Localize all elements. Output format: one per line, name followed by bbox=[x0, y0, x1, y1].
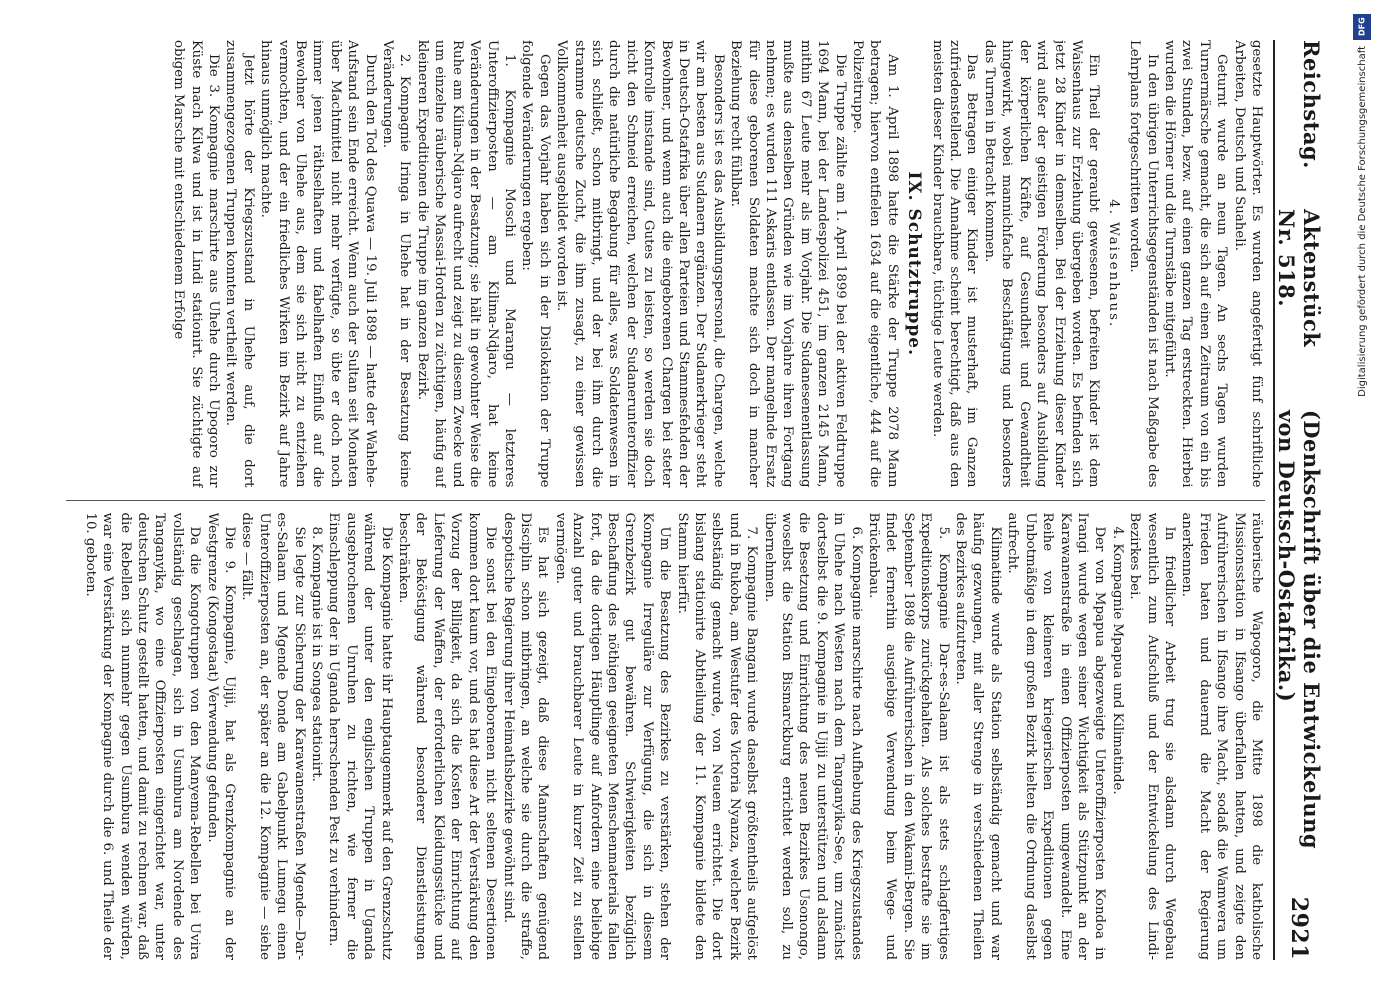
digitization-credit: Digitalisierung gefördert durch die Deutsche Forschungsgemeinschaft bbox=[1356, 46, 1368, 397]
paragraph: 6. Kompagnie marschirte nach Aufhebung des Kriegszustandes in Uhehe nach Westen nach dem Tanganyika-See, um zunächst dortselbst die 9. Kompagnie in Ujiji zu unterstützen und alsdann die Besetzung und Einrichtung des neuen Bezirkes Usonongo, woselbst die Station Bismarckburg errichtet werden soll, zu übernehmen. bbox=[761, 512, 864, 960]
paragraph: In den übrigen Unterrichtsgegenständen ist nach Maßgabe des Lehrplans fortgeschritten worden. bbox=[1127, 40, 1160, 488]
digitization-note bbox=[1352, 14, 1372, 984]
paragraph: Die 3. Kompagnie marschirte aus Uhehe durch Upogoro zur Küste nach Kilwa und ist in Lindi stationirt. Sie züchtigte auf obigem Marsche mit entschiedenem Erfolge bbox=[171, 40, 222, 488]
document-reference: Aktenstück Nr. 518. bbox=[1274, 208, 1324, 348]
paragraph: Kilimatinde wurde als Station selbständig gemacht und war häufig gezwungen, mit aller Strenge in verschiedenen Theilen des Bezirkes aufzutreten. bbox=[953, 512, 1003, 960]
paragraph: Die 9. Kompagnie, Ujiji, hat als Grenzkompagnie an der Westgrenze (Kongostaat) Verwendung gefunden. bbox=[204, 512, 238, 960]
left-column bbox=[66, 40, 1265, 488]
right-column bbox=[66, 513, 1265, 961]
paragraph: Am 1. April 1898 hatte die Stärke der Truppe 2078 Mann betragen; hiervon entfielen 1634 auf die eigentliche, 444 auf die Polizeitruppe. bbox=[850, 40, 900, 488]
paragraph: 1. Kompagnie Moschi und Marangu — letzteres Unteroffizierposten — am Kilima-Ndjaro, hat keine Veränderungen in der Besatzung; sie hält in gewohnter Weise die Ruhe am Kilima-Ndjaro aufrecht und zeigt zu diesem Zwecke und um einzelne räuberische Massai-Horden zu züchtigen, häufig auf kleineren Expeditionen die Truppe im ganzen Bezirk. bbox=[414, 40, 517, 488]
paragraph: Sie legte zur Sicherung der Karawanenstraßen Mgende—Dar-es-Salaam und Mgende Donde am Gabelpunkt Lumegu einen Unteroffizierposten an, der später an die 12. Kompagnie — siehe diese — fällt. bbox=[239, 512, 307, 960]
paragraph: Um die Besatzung des Bezirkes zu verstärken, stehen der Kompagnie Irreguläre zur Verfügung, die sich in diesem Grenzbezirk gut bewähren. Schwierigkeiten bezüglich Beschaffung des nöthigen geeigneten Menschenmaterials fallen fort, da die dortigen Häuptlinge auf Anfordern eine beliebige Anzahl guter und brauchbarer Leute in kurzer Zeit zu stellen vermögen. bbox=[552, 512, 673, 960]
paragraph: Ein Theil der geraubt gewesenen, befreiten Kinder ist dem Waisenhaus zur Erziehung übergeben worden. Es befinden sich jetzt 28 Kinder in demselben. Bei der Erziehung dieser Kinder wird außer der geistigen Förderung besonders auf Ausbildung der körperlichen Kräfte, auf Gesundheit und Gewandtheit hingewirkt, wobei mannichfache Beschäftigung und besonders das Turnen in Betracht kommen. bbox=[981, 40, 1102, 488]
paragraph: Die sonst bei den Eingeborenen nicht seltenen Desertionen kommen dort kaum vor, und es hat diese Art der Verstärkung den Vorzug der Billigkeit, da sich die Kosten der Einrichtung auf Lieferung der Waffen, der erforderlichen Kleidungsstücke und der Beköstigung während besonderer Dienstleistungen beschränken. bbox=[396, 512, 499, 960]
document-title: (Denkschrift über die Entwickelung von Deutsch-Ostafrika.) bbox=[1274, 409, 1324, 850]
paragraph: Gegen das Vorjahr haben sich in der Dislokation der Truppe folgende Veränderungen ergeben: bbox=[519, 40, 552, 488]
page-header bbox=[1274, 40, 1324, 960]
paragraph: 8. Kompagnie ist in Songea stationirt. bbox=[309, 526, 325, 782]
paragraph: Es hat sich gezeigt, daß diese Mannschaften genügend Disciplin schon mitbringen, an welche sie durch die straffe, despotische Regierung ihrer Heimathsbezirke gewöhnt sind. bbox=[500, 512, 551, 960]
paragraph: Der von Mpapua abgezweigte Unteroffizierposten Kondoa in Irangi wurde wegen seiner Wichtigkeit als Stützpunkt an der Karawanenstraße in einen Offizierposten umgewandelt. Eine Reihe von kleineren kriegerischen Expeditionen gegen Unbotmäßige in dem großen Bezirk hielten die Ordnung daselbst aufrecht. bbox=[1005, 512, 1108, 960]
paragraph: Jetzt hörte der Kriegszustand in Uhehe auf, die dort zusammengezogenen Truppen konnten vertheilt werden. bbox=[223, 40, 256, 488]
header-left bbox=[1274, 40, 1324, 897]
page-number: 2921 bbox=[1286, 896, 1312, 960]
section-heading-waisenhaus: 4. Waisenhaus. bbox=[1105, 199, 1121, 329]
text-columns bbox=[66, 40, 1265, 960]
paragraph: 5. Kompagnie Dar-es-Salaam ist als stets schlagfertiges Expeditionskorps zurückgehalten. Als solches bestrafte sie im September 1898 die Aufrührerischen in den Wakami-Bergen. Sie findet fernerhin ausgiebige Verwendung beim Wege- und Brückenbau. bbox=[866, 512, 951, 960]
paragraph: Durch den Tod des Quawa — 19. Juli 1898 — hatte der Wahehe-Aufstand sein Ende erreicht. Wenn auch der Sultan seit Monaten über Machtmittel nicht mehr verfügte, so übte er doch noch immer jenen räthselhaften und fabelhaften Einfluß auf die Bewohner von Uhehe aus, dem sie sich nicht zu entziehen vermochten, und der ein friedliches Wirken im Bezirk auf Jahre hinaus unmöglich machte. bbox=[258, 40, 378, 488]
paragraph: In friedlicher Arbeit trug sie alsdann durch Wegebau wesentlich zum Aufschluß und der Entwickelung des Lindi-Bezirkes bei. bbox=[1127, 512, 1177, 960]
paragraph: Das Betragen einiger Kinder ist musterhaft, im Ganzen zufriedenstellend. Die Annahme scheint berechtigt, daß aus den meisten dieser Kinder brauchbare, tüchtige Leute werden. bbox=[929, 40, 980, 488]
paragraph: 2. Kompagnie Iringa in Uhehe hat in der Besatzung keine Veränderungen. bbox=[380, 40, 413, 488]
paragraph: Besonders ist es das Ausbildungspersonal, die Chargen, welche wir am besten aus Sudanern ergänzen. Der Sudanerkrieger steht in Deutsch-Ostafrika über allen Parteien und Stammesfehden der Bewohner, und wenn auch die eingeborenen Chargen bei steter Kontrolle imstande sind, Gutes zu leisten, so werden sie doch nicht den Schneid erreichen, welchen der Sudanerunteroffizier durch die natürliche Begabung für alles, was Soldatenwesen in sich schließt, schon mitbringt, und der bei ihm durch die stramme deutsche Zucht, die ihm zusagt, zu einer gewissen Vollkommenheit ausgebildet worden ist. bbox=[554, 40, 726, 488]
paragraph: 7. Kompagnie Bangani wurde daselbst größtentheils aufgelöst und in Bukoba, am Westufer des Victoria Nyanza, welcher Bezirk selbständig gemacht wurde, von Neuem errichtet. Die dort bislang stationirte Abtheilung der 11. Kompagnie bildete den Stamm hierfür. bbox=[674, 512, 760, 960]
column-divider bbox=[66, 500, 1265, 501]
dfg-logo-icon: DFG bbox=[1353, 14, 1371, 40]
header-rule bbox=[1273, 40, 1275, 960]
section-heading-schutztruppe: IX. Schutztruppe. bbox=[904, 171, 925, 356]
paragraph: 4. Kompagnie Mpapua und Kilimatinde. bbox=[1109, 526, 1125, 795]
document-page bbox=[66, 40, 1324, 960]
header-left-title: Reichstag. bbox=[1299, 40, 1324, 169]
paragraph: Die Truppe zählte am 1. April 1899 bei der aktiven Feldtruppe 1694 Mann, bei der Landespolizei 451, im ganzen 2145 Mann, mithin 67 Leute mehr als im Vorjahr. Die Sudanesenentlassung mußte aus denselben Gründen wie im Vorjahre ihren Fortgang nehmen; es wurden 111 Askaris entlassen. Der mangelnde Ersatz für diese geborenen Soldaten machte sich doch in mancher Beziehung recht fühlbar. bbox=[728, 40, 848, 488]
paragraph: Geturnt wurde an neun Tagen. An sechs Tagen wurden Turnermärsche gemacht, die sich auf einen Zeitraum von ein bis zwei Stunden, bezw. auf einen ganzen Tag erstreckten. Hierbei wurden die Hörner und die Turnstäbe mitgeführt. bbox=[1161, 40, 1230, 488]
paragraph: Die Kompagnie hatte ihr Hauptaugenmerk auf den Grenzschutz während der unter den englischen Truppen in Uganda ausgebrochenen Unruhen zu richten, wie ferner die Einschleppung der in Uganda herrschenden Pest zu verhindern. bbox=[326, 512, 394, 960]
paragraph: Da die Kongotruppen von den Manyema-Rebellen bei Uvira vollständig geschlagen, sich in Usumbura am Nordende des Tanganyika, wo eine Offizierposten eingerichtet war, unter deutschen Schutz gestellt hatten, und damit zu rechnen war, daß die Rebellen sich nunmehr gegen Usumbura wenden würden, war eine Verstärkung der Kompagnie durch die 6. und Theile der 10. geboten. bbox=[82, 512, 203, 960]
paragraph: räuberische Wapogoro, die Mitte 1898 die katholische Missionsstation in Ifsango überfallen hatten, und zeigte den Aufrührerischen in Ifsango ihre Macht, sodaß die Wamwera um Frieden baten und dauernd die Macht der Regierung anerkennen. bbox=[1179, 512, 1264, 960]
paragraph: gesetzte Hauptwörter. Es wurden angefertigt fünf schriftliche Arbeiten, Deutsch und Suaheli. bbox=[1231, 40, 1264, 488]
